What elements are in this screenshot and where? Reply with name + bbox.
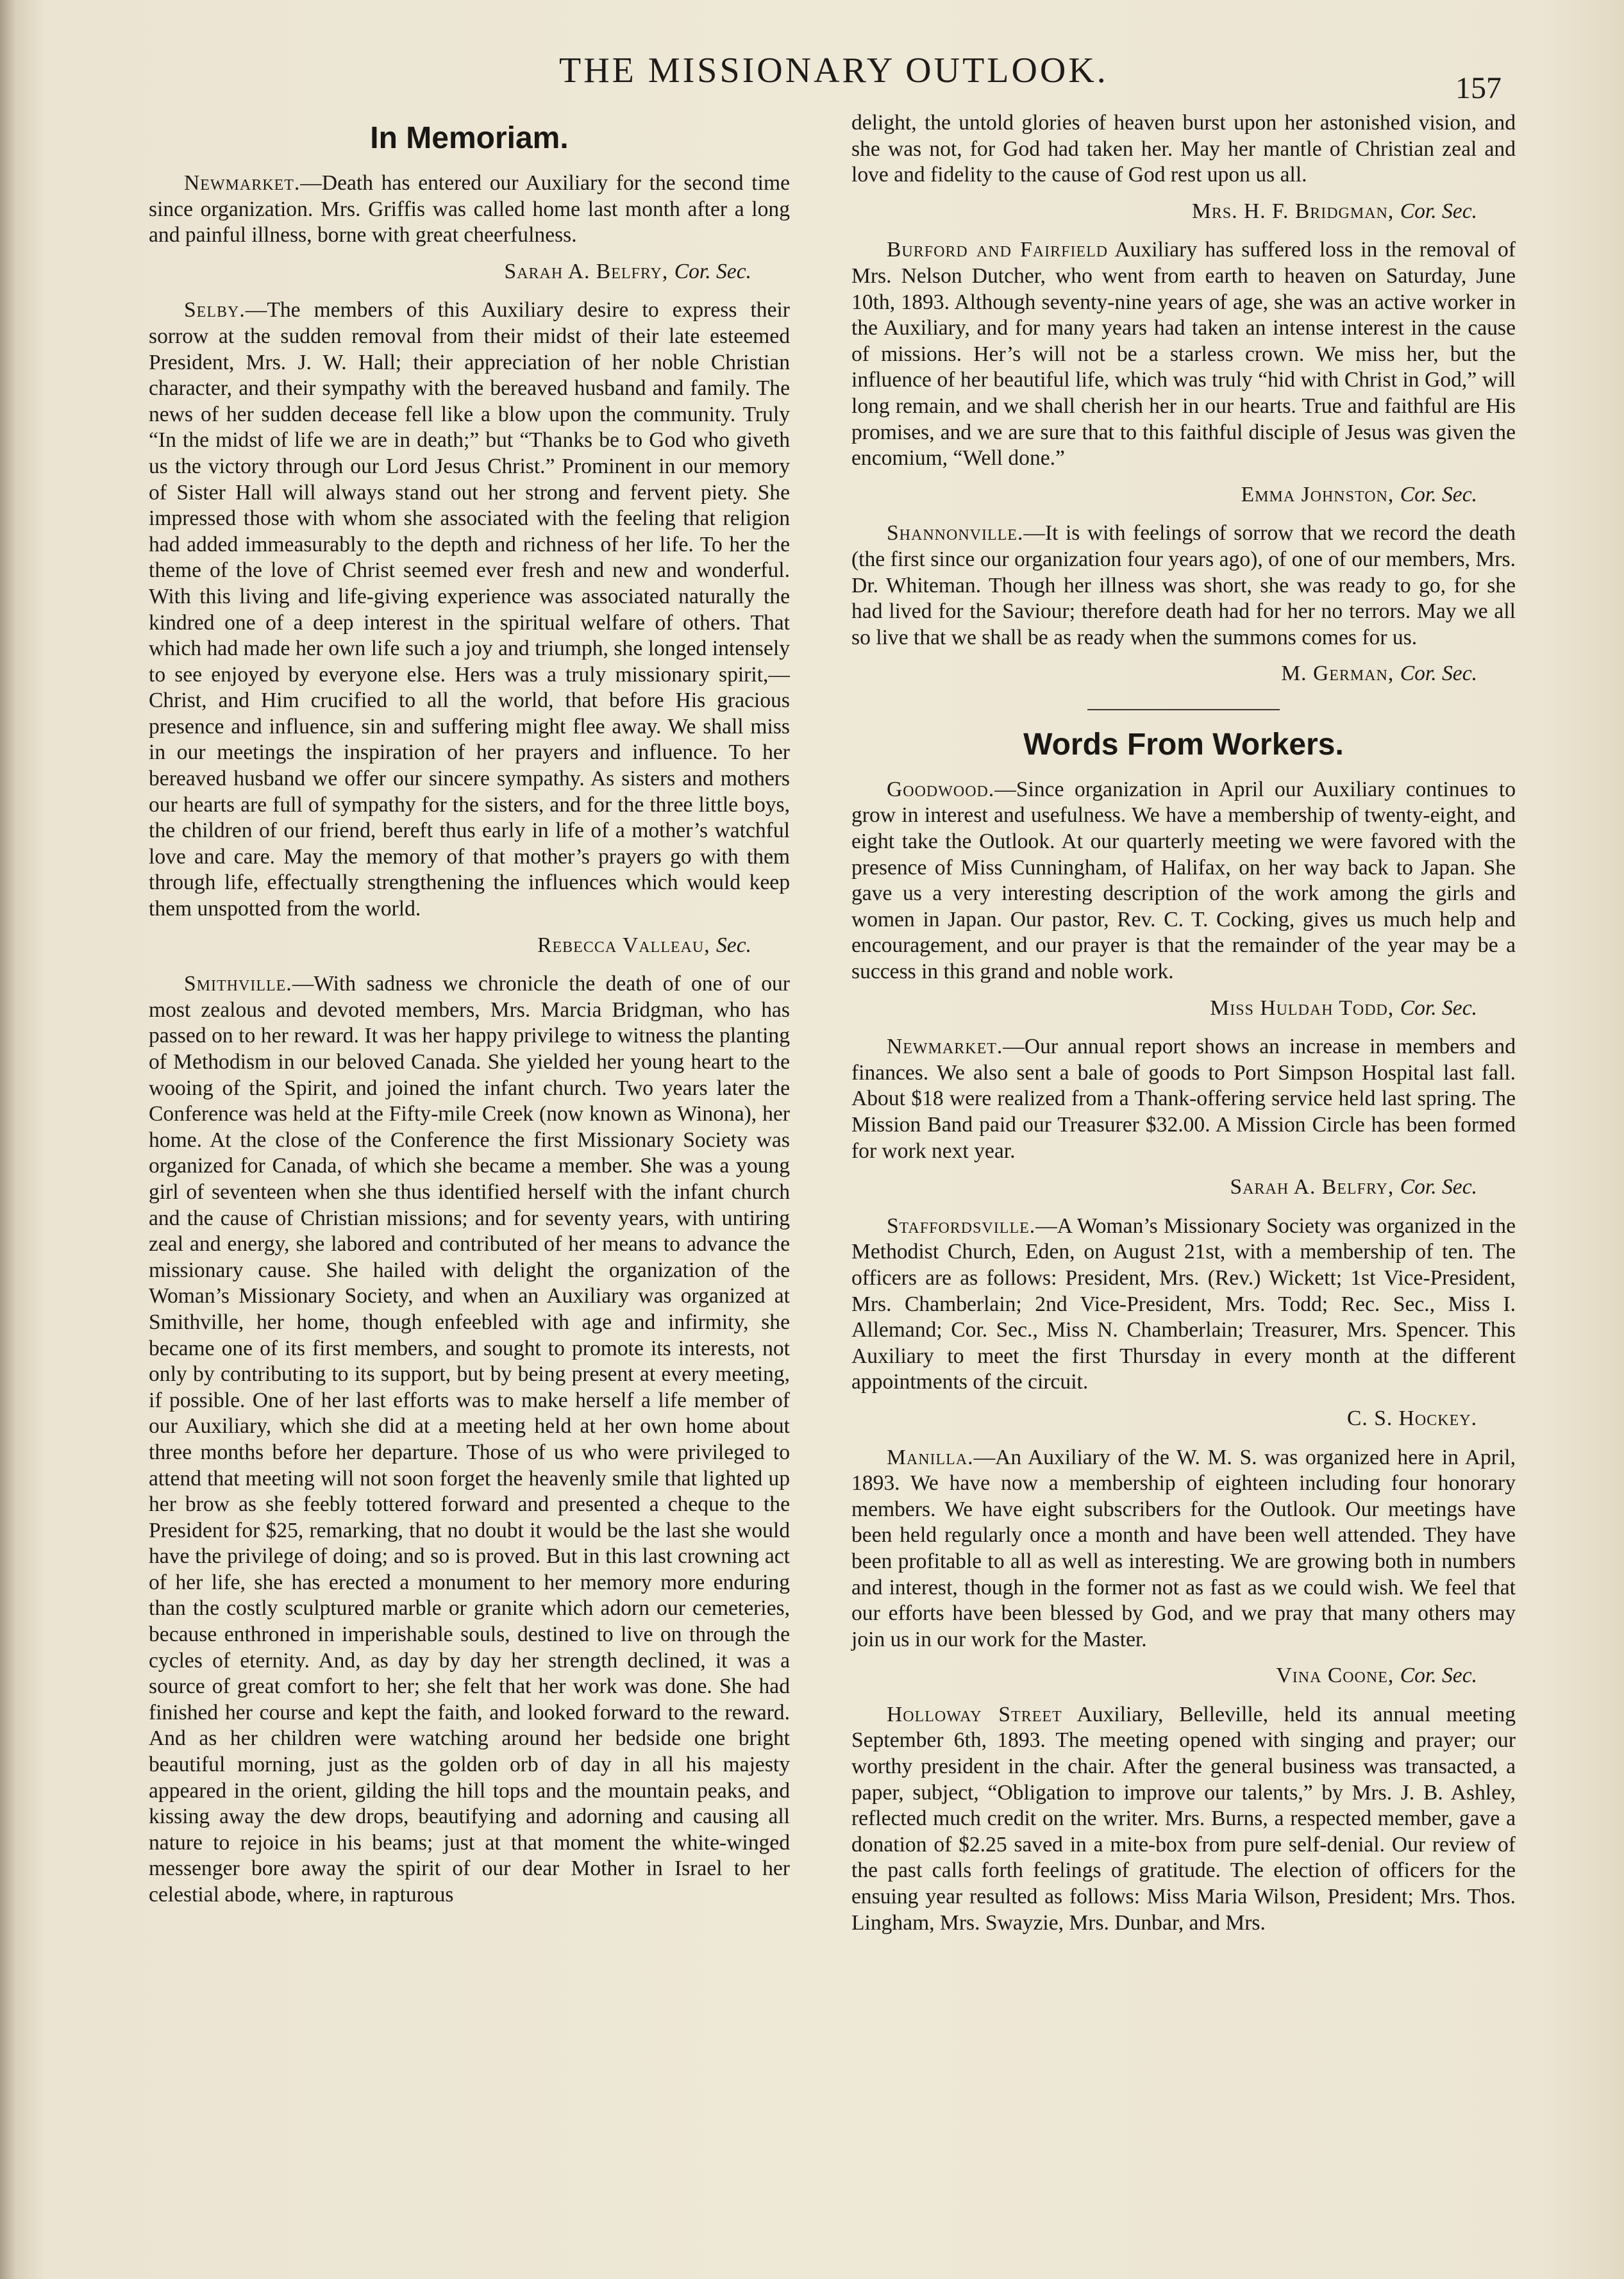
signer-name: Sarah A. Belfry, [1230, 1175, 1394, 1199]
signer-role: Cor. Sec. [1400, 1175, 1477, 1199]
signer-role: Cor. Sec. [674, 259, 751, 283]
entry-text: —It is with feelings of sorrow that we record the death (the first since our organization four years ago), of one of our members, Mrs. Dr. Whiteman. Though her illness was short, she was ready to go, for she had lived for the Saviour; therefore death had for her no terrors. May we all so live that we shall be as ready when the summons comes for us. [851, 521, 1516, 649]
workers-entry-goodwood [851, 777, 1516, 1021]
left-column [149, 110, 790, 1919]
signer-name: M. German, [1281, 662, 1394, 686]
entry-text: —With sadness we chronicle the death of one of our most zealous and devoted members, Mrs. Marcia Bridgman, who has passed on to her reward. It was her happy privilege to witness the planting of Methodism in our beloved Canada. She yielded her young heart to the wooing of the Spirit, and joined the infant church. Two years later the Conference was held at the Fifty-mile Creek (now known as Winona), her home. At the close of the Conference the first Missionary Society was organized for Canada, of which she became a member. She was a young girl of seventeen when she thus identified herself with the infant church and the cause of Christian missions; and for seventy years, with untiring zeal and energy, she labored and contributed of her means to advance the missionary cause. She hailed with delight the organization of the Woman’s Missionary Society, and when an Auxiliary was organized at Smithville, her home, though enfeebled with age and infirmity, she became one of its first members, and sought to promote its interests, not only by contributing to its support, but by being present at every meeting, if possible. One of her last efforts was to make herself a life member of our Auxiliary, which she did at a meeting held at her own home about three months before her departure. Those of us who were privileged to attend that meeting will not soon forget the heavenly smile that lighted up her brow as she feebly tottered forward and presented a cheque to the President for $25, remarking, that no doubt it would be the last she would have the privilege of doing; and so is proved. But in this last crowning act of her life, she has erected a monument to her memory more enduring than the costly sculptured marble or granite which adorn our cemeteries, because enthroned in imperishable souls, destined to live on through the cycles of eternity. And, as day by day her strength declined, it was a source of great comfort to her; she felt that her work was done. She had finished her course and kept the faith, and looked forward to the reward. And as her children were watching around her bedside one bright beautiful morning, just as the golden orb of day in all his majesty appeared in the orient, gilding the hill tops and the mountain peaks, and kissing away the dew drops, beautifying and adorning and causing all nature to rejoice in his beams; just at that moment the white-winged messenger bore away the spirit of our dear Mother in Israel to her celestial abode, where, in rapturous [149, 972, 790, 1907]
right-column [851, 110, 1516, 1946]
entry-place: Selby. [184, 298, 246, 322]
signer-role: Cor. Sec. [1400, 996, 1477, 1020]
signer-name: Sarah A. Belfry, [504, 259, 669, 283]
workers-heading: Words From Workers. [1023, 727, 1344, 762]
memoriam-entry-smithville [149, 971, 790, 1908]
entry-text: Auxiliary has suffered loss in the removal of Mrs. Nelson Dutcher, who went from earth to heaven on Saturday, June 10th, 1893. Although seventy-nine years of age, she was an active worker in the Auxiliary, and for many years had taken an intense interest in the cause of missions. Her’s will not be a starless crown. We miss her, but the influence of her beautiful life, which was truly “hid with Christ in God,” will long remain, and we shall cherish her in our hearts. True and faithful are His promises, and we are sure that to this faithful disciple of Jesus was given the encomium, “Well done.” [851, 238, 1516, 471]
entry-signature [851, 199, 1516, 225]
signer-role: Cor. Sec. [1400, 199, 1477, 223]
entry-place: Shannonville. [887, 521, 1024, 546]
entry-text: Auxiliary, Belleville, held its annual meeting September 6th, 1893. The meeting opened with singing and prayer; our worthy president in the chair. After the general business was transacted, a paper, subject, “Obligation to improve our talents,” by Mrs. J. B. Ashley, reflected much credit on the writer. Mrs. Burns, a respected member, gave a donation of $2.25 saved in a mite-box from pure self-denial. Our review of the past calls forth feelings of gratitude. The election of officers for the ensuing year resulted as follows: Miss Maria Wilson, President; Mrs. Thos. Lingham, Mrs. Swayzie, Mrs. Dunbar, and Mrs. [851, 1702, 1516, 1935]
signer-name: Rebecca Valleau, [537, 933, 710, 957]
page-number: 157 [1455, 71, 1502, 105]
signer-name: Miss Huldah Todd, [1210, 996, 1394, 1020]
entry-place: Holloway Street [887, 1702, 1062, 1726]
entry-place: Manilla. [887, 1445, 974, 1469]
signer-name: Emma Johnston, [1241, 482, 1394, 506]
memoriam-entry-selby [149, 297, 790, 958]
entry-text: —An Auxiliary of the W. M. S. was organized here in April, 1893. We have now a membership of eighteen including four honorary members. We have eight subscribers for the Outlook. Our meetings have been held regularly once a month and have been well attended. They have been profitable to all as well as interesting. We are growing both in numbers and interest, though in the former not as fast as we could wish. We feel that our efforts have been blessed by God, and we pray that many others may join us in our work for the Master. [851, 1445, 1516, 1651]
signer-role: Cor. Sec. [1400, 1664, 1477, 1688]
entry-place: Goodwood. [887, 777, 995, 801]
signer-name: Vina Coone, [1276, 1664, 1394, 1688]
entry-signature [149, 933, 790, 959]
signer-role: Sec. [716, 933, 751, 957]
signer-role: Cor. Sec. [1400, 662, 1477, 686]
entry-signature [851, 482, 1516, 508]
memoriam-entry-shannonville [851, 521, 1516, 687]
entry-signature [851, 1406, 1516, 1432]
workers-entry-staffordsville [851, 1214, 1516, 1432]
entry-place: Smithville. [184, 972, 292, 996]
entry-place: Burford and Fairfield [887, 238, 1109, 262]
signer-name: C. S. Hockey. [1347, 1406, 1477, 1430]
workers-entry-newmarket [851, 1034, 1516, 1201]
entry-text: —A Woman’s Missionary Society was organized in the Methodist Church, Eden, on August 21st, with a membership of ten. The officers are as follows: President, Mrs. (Rev.) Wickett; 1st Vice-President, Mrs. Chamberlain; 2nd Vice-President, Mrs. Todd; Rec. Sec., Miss I. Allemand; Cor. Sec., Miss N. Chamberlain; Treasurer, Mrs. Spencer. This Auxiliary to meet the first Thursday in every month at the different appointments of the circuit. [851, 1214, 1516, 1394]
entry-signature [851, 996, 1516, 1022]
signer-role: Cor. Sec. [1400, 482, 1477, 506]
entry-signature [851, 661, 1516, 687]
smithville-continuation: delight, the untold glories of heaven burst upon her astonished vision, and she was not, for God had taken her. May her mantle of Christian zeal and love and fidelity to the cause of God rest upon us all. [851, 111, 1516, 187]
entry-text: —Death has entered our Auxiliary for the second time since organization. Mrs. Griffis was called home last month after a long and painful illness, borne with great cheerfulness. [149, 171, 790, 247]
workers-entry-manilla [851, 1445, 1516, 1689]
signer-name: Mrs. H. F. Bridgman, [1192, 199, 1394, 223]
section-divider [1087, 709, 1280, 710]
entry-signature [851, 1174, 1516, 1201]
memoriam-entry-newmarket [149, 171, 790, 285]
memoriam-heading: In Memoriam. [370, 121, 569, 155]
entry-text: —The members of this Auxiliary desire to express their sorrow at the sudden removal from their midst of their late esteemed President, Mrs. J. W. Hall; their appreciation of her noble Christian character, and their sympathy with the bereaved husband and family. The news of her sudden decease fell like a blow upon the community. Truly “In the midst of life we are in death;” but “Thanks be to God who giveth us the victory through our Lord Jesus Christ.” Prominent in our memory of Sister Hall will always stand out her strong and fervent piety. She impressed those with whom she associated with the feeling that religion had added immeasurably to the depth and richness of her life. To her the theme of the love of Christ seemed ever fresh and new and wonderful. With this living and life-giving experience was associated naturally the kindred one of a deep interest in the spiritual welfare of others. That which had made her own life such a joy and triumph, she longed intensely to see enjoyed by everyone else. Hers was a truly missionary spirit,—Christ, and Him crucified to all the world, that before His gracious presence and influence, sin and suffering might flee away. We shall miss in our meetings the inspiration of her prayers and influence. To her bereaved husband we offer our sincere sympathy. As sisters and mothers our hearts are full of sympathy for the sisters, and for the three little boys, the children of our friend, bereft thus early in life of a mother’s watchful love and care. May the memory of that mother’s prayers go with them through life, effectually strengthening the influences which would keep them unspotted from the world. [149, 298, 790, 921]
running-title: THE MISSIONARY OUTLOOK. [559, 51, 1109, 90]
entry-place: Newmarket. [184, 171, 301, 195]
entry-signature [149, 259, 790, 285]
entry-text: —Our annual report shows an increase in members and finances. We also sent a bale of goods to Port Simpson Hospital last fall. About $18 were realized from a Thank-offering service held last spring. The Mission Band paid our Treasurer $32.00. A Mission Circle has been formed for work next year. [851, 1035, 1516, 1163]
entry-place: Newmarket. [887, 1035, 1003, 1059]
page-header [0, 50, 1624, 105]
workers-entry-holloway-street [851, 1702, 1516, 1936]
entry-place: Staffordsville. [887, 1214, 1036, 1238]
entry-text: —Since organization in April our Auxiliary continues to grow in interest and usefulness. We have a membership of twenty-eight, and eight take the Outlook. At our quarterly meeting we were favored with the presence of Miss Cunningham, of Halifax, on her way back to Japan. She gave us a very interesting description of the work among the girls and women in Japan. Our pastor, Rev. C. T. Cocking, gives us much help and encouragement, and our prayer is that the remainder of the year may be a success in this grand and noble work. [851, 777, 1516, 984]
memoriam-entry-burford [851, 237, 1516, 508]
entry-signature [851, 1663, 1516, 1689]
